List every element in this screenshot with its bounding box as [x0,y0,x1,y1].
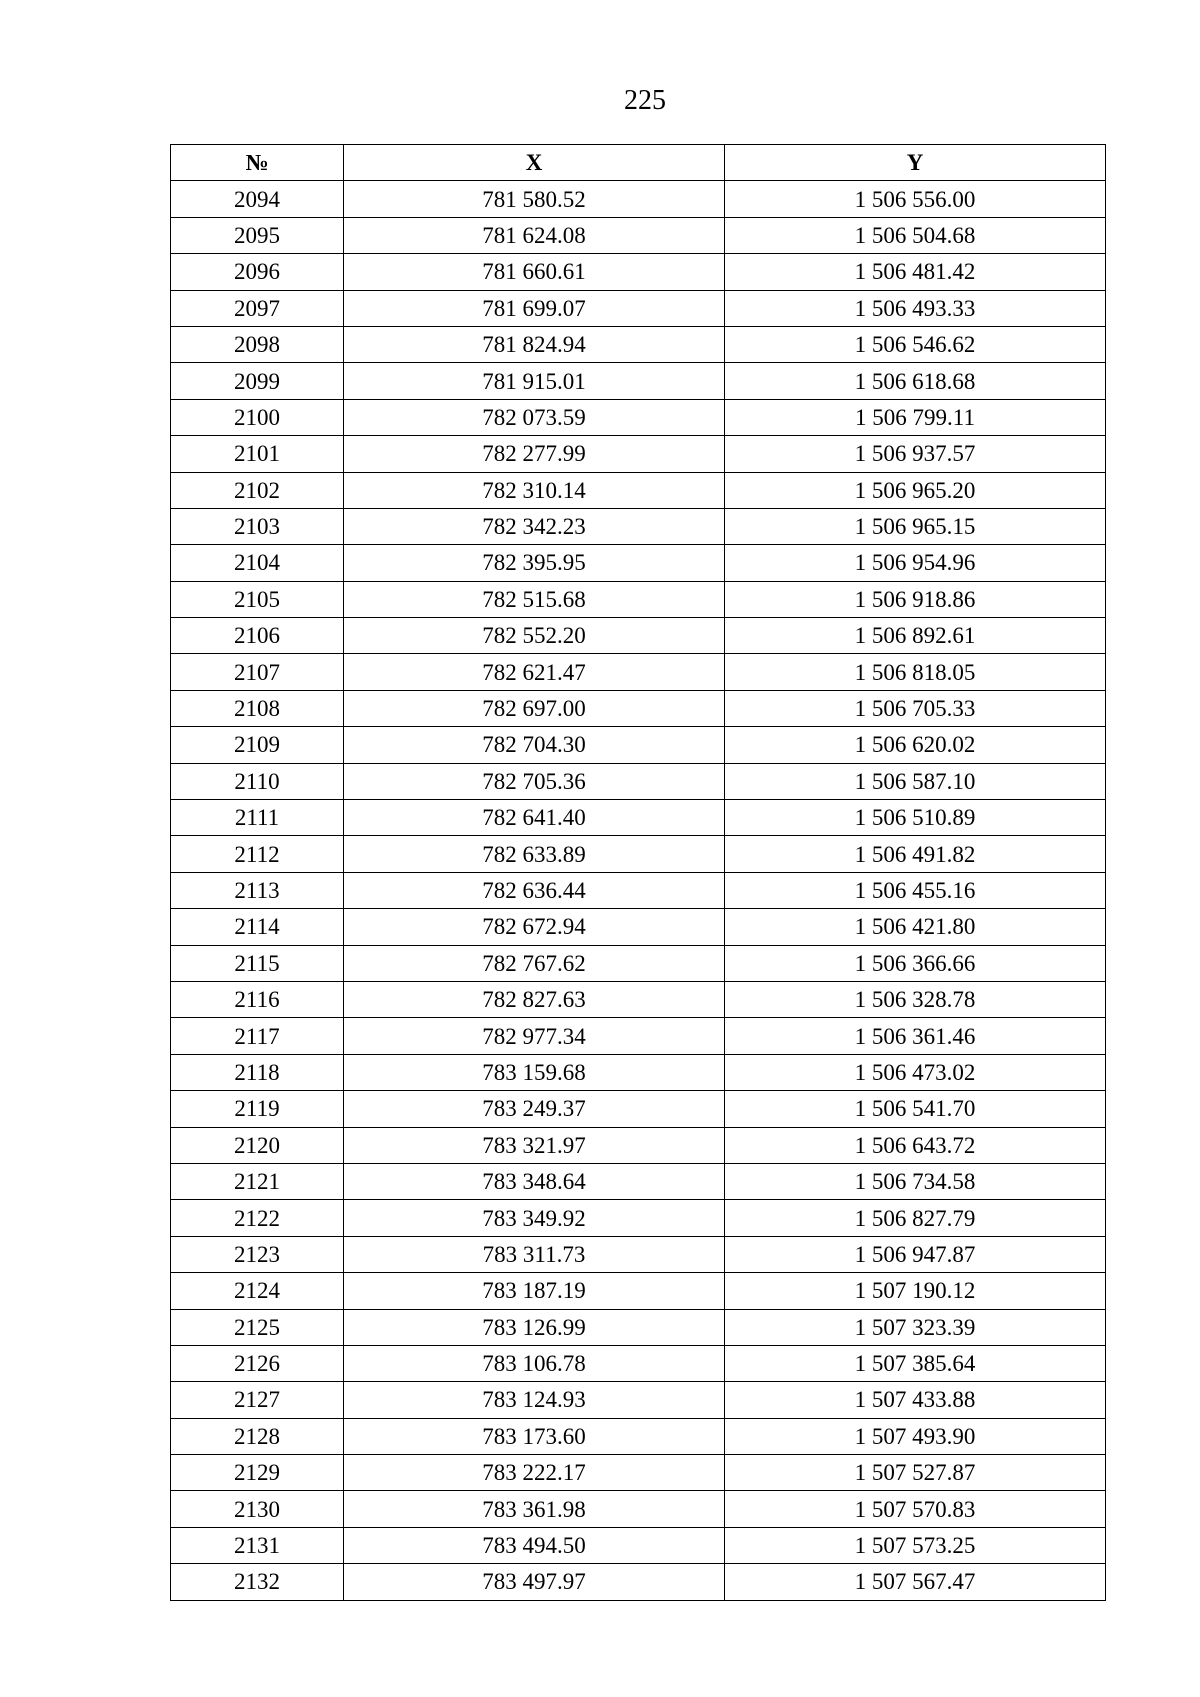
table-row [171,800,1106,836]
page-number: 225 [624,85,666,116]
table-row [171,727,1106,763]
table-row [171,654,1106,690]
cell-y: 1 507 567.47 [725,1564,1106,1600]
cell-y: 1 506 587.10 [725,763,1106,799]
table-row [171,763,1106,799]
cell-x: 783 249.37 [344,1091,725,1127]
cell-x: 783 187.19 [344,1273,725,1309]
cell-y: 1 507 323.39 [725,1309,1106,1345]
table-row [171,690,1106,726]
cell-x: 781 824.94 [344,326,725,362]
cell-number: 2131 [171,1527,344,1563]
cell-y: 1 506 620.02 [725,727,1106,763]
cell-y: 1 507 433.88 [725,1382,1106,1418]
cell-y: 1 506 954.96 [725,545,1106,581]
cell-number: 2108 [171,690,344,726]
cell-number: 2123 [171,1236,344,1272]
cell-number: 2121 [171,1163,344,1199]
cell-x: 782 395.95 [344,545,725,581]
cell-number: 2097 [171,290,344,326]
cell-x: 781 580.52 [344,181,725,217]
cell-x: 782 552.20 [344,618,725,654]
cell-x: 782 641.40 [344,800,725,836]
table-row [171,254,1106,290]
coordinates-table [170,144,1106,1601]
cell-x: 783 361.98 [344,1491,725,1527]
cell-number: 2116 [171,981,344,1017]
table-row [171,1054,1106,1090]
cell-y: 1 506 504.68 [725,217,1106,253]
cell-x: 783 348.64 [344,1163,725,1199]
cell-number: 2098 [171,326,344,362]
cell-y: 1 507 190.12 [725,1273,1106,1309]
header-number: № [171,145,344,181]
cell-x: 782 705.36 [344,763,725,799]
cell-y: 1 506 328.78 [725,981,1106,1017]
cell-x: 781 624.08 [344,217,725,253]
cell-number: 2113 [171,872,344,908]
cell-x: 783 106.78 [344,1345,725,1381]
cell-number: 2126 [171,1345,344,1381]
table-row [171,1309,1106,1345]
cell-number: 2119 [171,1091,344,1127]
cell-y: 1 506 493.33 [725,290,1106,326]
table-row [171,1273,1106,1309]
cell-y: 1 506 705.33 [725,690,1106,726]
table-row [171,290,1106,326]
cell-x: 783 173.60 [344,1418,725,1454]
table-row [171,1200,1106,1236]
table-row [171,1382,1106,1418]
cell-number: 2125 [171,1309,344,1345]
table-row [171,1564,1106,1600]
cell-number: 2130 [171,1491,344,1527]
cell-number: 2120 [171,1127,344,1163]
cell-x: 783 497.97 [344,1564,725,1600]
cell-number: 2103 [171,508,344,544]
cell-y: 1 506 618.68 [725,363,1106,399]
cell-number: 2106 [171,618,344,654]
cell-x: 783 321.97 [344,1127,725,1163]
cell-y: 1 507 570.83 [725,1491,1106,1527]
cell-number: 2127 [171,1382,344,1418]
cell-y: 1 506 473.02 [725,1054,1106,1090]
table-row [171,1527,1106,1563]
cell-number: 2115 [171,945,344,981]
table-row [171,1236,1106,1272]
cell-number: 2099 [171,363,344,399]
table-row [171,1455,1106,1491]
cell-number: 2109 [171,727,344,763]
cell-x: 783 494.50 [344,1527,725,1563]
cell-number: 2096 [171,254,344,290]
cell-y: 1 506 937.57 [725,436,1106,472]
cell-x: 782 073.59 [344,399,725,435]
cell-y: 1 506 455.16 [725,872,1106,908]
table-row [171,436,1106,472]
cell-x: 781 660.61 [344,254,725,290]
table-row [171,399,1106,435]
table-row [171,1345,1106,1381]
cell-y: 1 506 892.61 [725,618,1106,654]
cell-x: 783 124.93 [344,1382,725,1418]
table-row [171,217,1106,253]
cell-number: 2111 [171,800,344,836]
table-row [171,945,1106,981]
cell-y: 1 506 510.89 [725,800,1106,836]
cell-x: 781 915.01 [344,363,725,399]
cell-x: 783 126.99 [344,1309,725,1345]
table-row [171,181,1106,217]
cell-x: 783 222.17 [344,1455,725,1491]
cell-x: 782 977.34 [344,1018,725,1054]
cell-x: 782 515.68 [344,581,725,617]
table-row [171,1127,1106,1163]
cell-x: 782 672.94 [344,909,725,945]
cell-number: 2132 [171,1564,344,1600]
table-row [171,1163,1106,1199]
header-x: X [344,145,725,181]
cell-y: 1 506 546.62 [725,326,1106,362]
cell-y: 1 507 527.87 [725,1455,1106,1491]
cell-x: 782 310.14 [344,472,725,508]
cell-y: 1 507 493.90 [725,1418,1106,1454]
cell-number: 2094 [171,181,344,217]
cell-x: 782 342.23 [344,508,725,544]
cell-x: 782 633.89 [344,836,725,872]
table-header-row [171,145,1106,181]
cell-number: 2117 [171,1018,344,1054]
cell-y: 1 507 573.25 [725,1527,1106,1563]
table-row [171,581,1106,617]
cell-number: 2102 [171,472,344,508]
cell-x: 782 767.62 [344,945,725,981]
table-row [171,836,1106,872]
cell-y: 1 506 827.79 [725,1200,1106,1236]
cell-number: 2122 [171,1200,344,1236]
cell-y: 1 506 965.20 [725,472,1106,508]
cell-number: 2112 [171,836,344,872]
cell-x: 783 349.92 [344,1200,725,1236]
cell-number: 2100 [171,399,344,435]
cell-number: 2104 [171,545,344,581]
cell-x: 783 159.68 [344,1054,725,1090]
table-row [171,1018,1106,1054]
table-row [171,1491,1106,1527]
table-row [171,909,1106,945]
cell-y: 1 506 361.46 [725,1018,1106,1054]
cell-number: 2128 [171,1418,344,1454]
cell-y: 1 506 541.70 [725,1091,1106,1127]
cell-number: 2124 [171,1273,344,1309]
cell-number: 2101 [171,436,344,472]
table-row [171,545,1106,581]
cell-y: 1 506 734.58 [725,1163,1106,1199]
cell-x: 782 697.00 [344,690,725,726]
cell-y: 1 506 491.82 [725,836,1106,872]
cell-x: 781 699.07 [344,290,725,326]
cell-x: 782 704.30 [344,727,725,763]
cell-x: 782 621.47 [344,654,725,690]
table-row [171,1418,1106,1454]
cell-number: 2107 [171,654,344,690]
cell-number: 2105 [171,581,344,617]
cell-number: 2114 [171,909,344,945]
table-row [171,363,1106,399]
table-row [171,1091,1106,1127]
cell-x: 782 827.63 [344,981,725,1017]
header-y: Y [725,145,1106,181]
cell-y: 1 506 481.42 [725,254,1106,290]
cell-y: 1 506 366.66 [725,945,1106,981]
cell-number: 2129 [171,1455,344,1491]
cell-y: 1 506 643.72 [725,1127,1106,1163]
cell-x: 782 277.99 [344,436,725,472]
cell-y: 1 506 918.86 [725,581,1106,617]
cell-x: 783 311.73 [344,1236,725,1272]
table-row [171,872,1106,908]
cell-y: 1 506 799.11 [725,399,1106,435]
cell-number: 2110 [171,763,344,799]
table-row [171,472,1106,508]
cell-y: 1 506 421.80 [725,909,1106,945]
cell-number: 2118 [171,1054,344,1090]
cell-y: 1 506 947.87 [725,1236,1106,1272]
cell-x: 782 636.44 [344,872,725,908]
table-row [171,508,1106,544]
cell-y: 1 507 385.64 [725,1345,1106,1381]
cell-number: 2095 [171,217,344,253]
table-row [171,326,1106,362]
cell-y: 1 506 818.05 [725,654,1106,690]
cell-y: 1 506 556.00 [725,181,1106,217]
table-row [171,618,1106,654]
cell-y: 1 506 965.15 [725,508,1106,544]
table-body [171,181,1106,1600]
table-row [171,981,1106,1017]
